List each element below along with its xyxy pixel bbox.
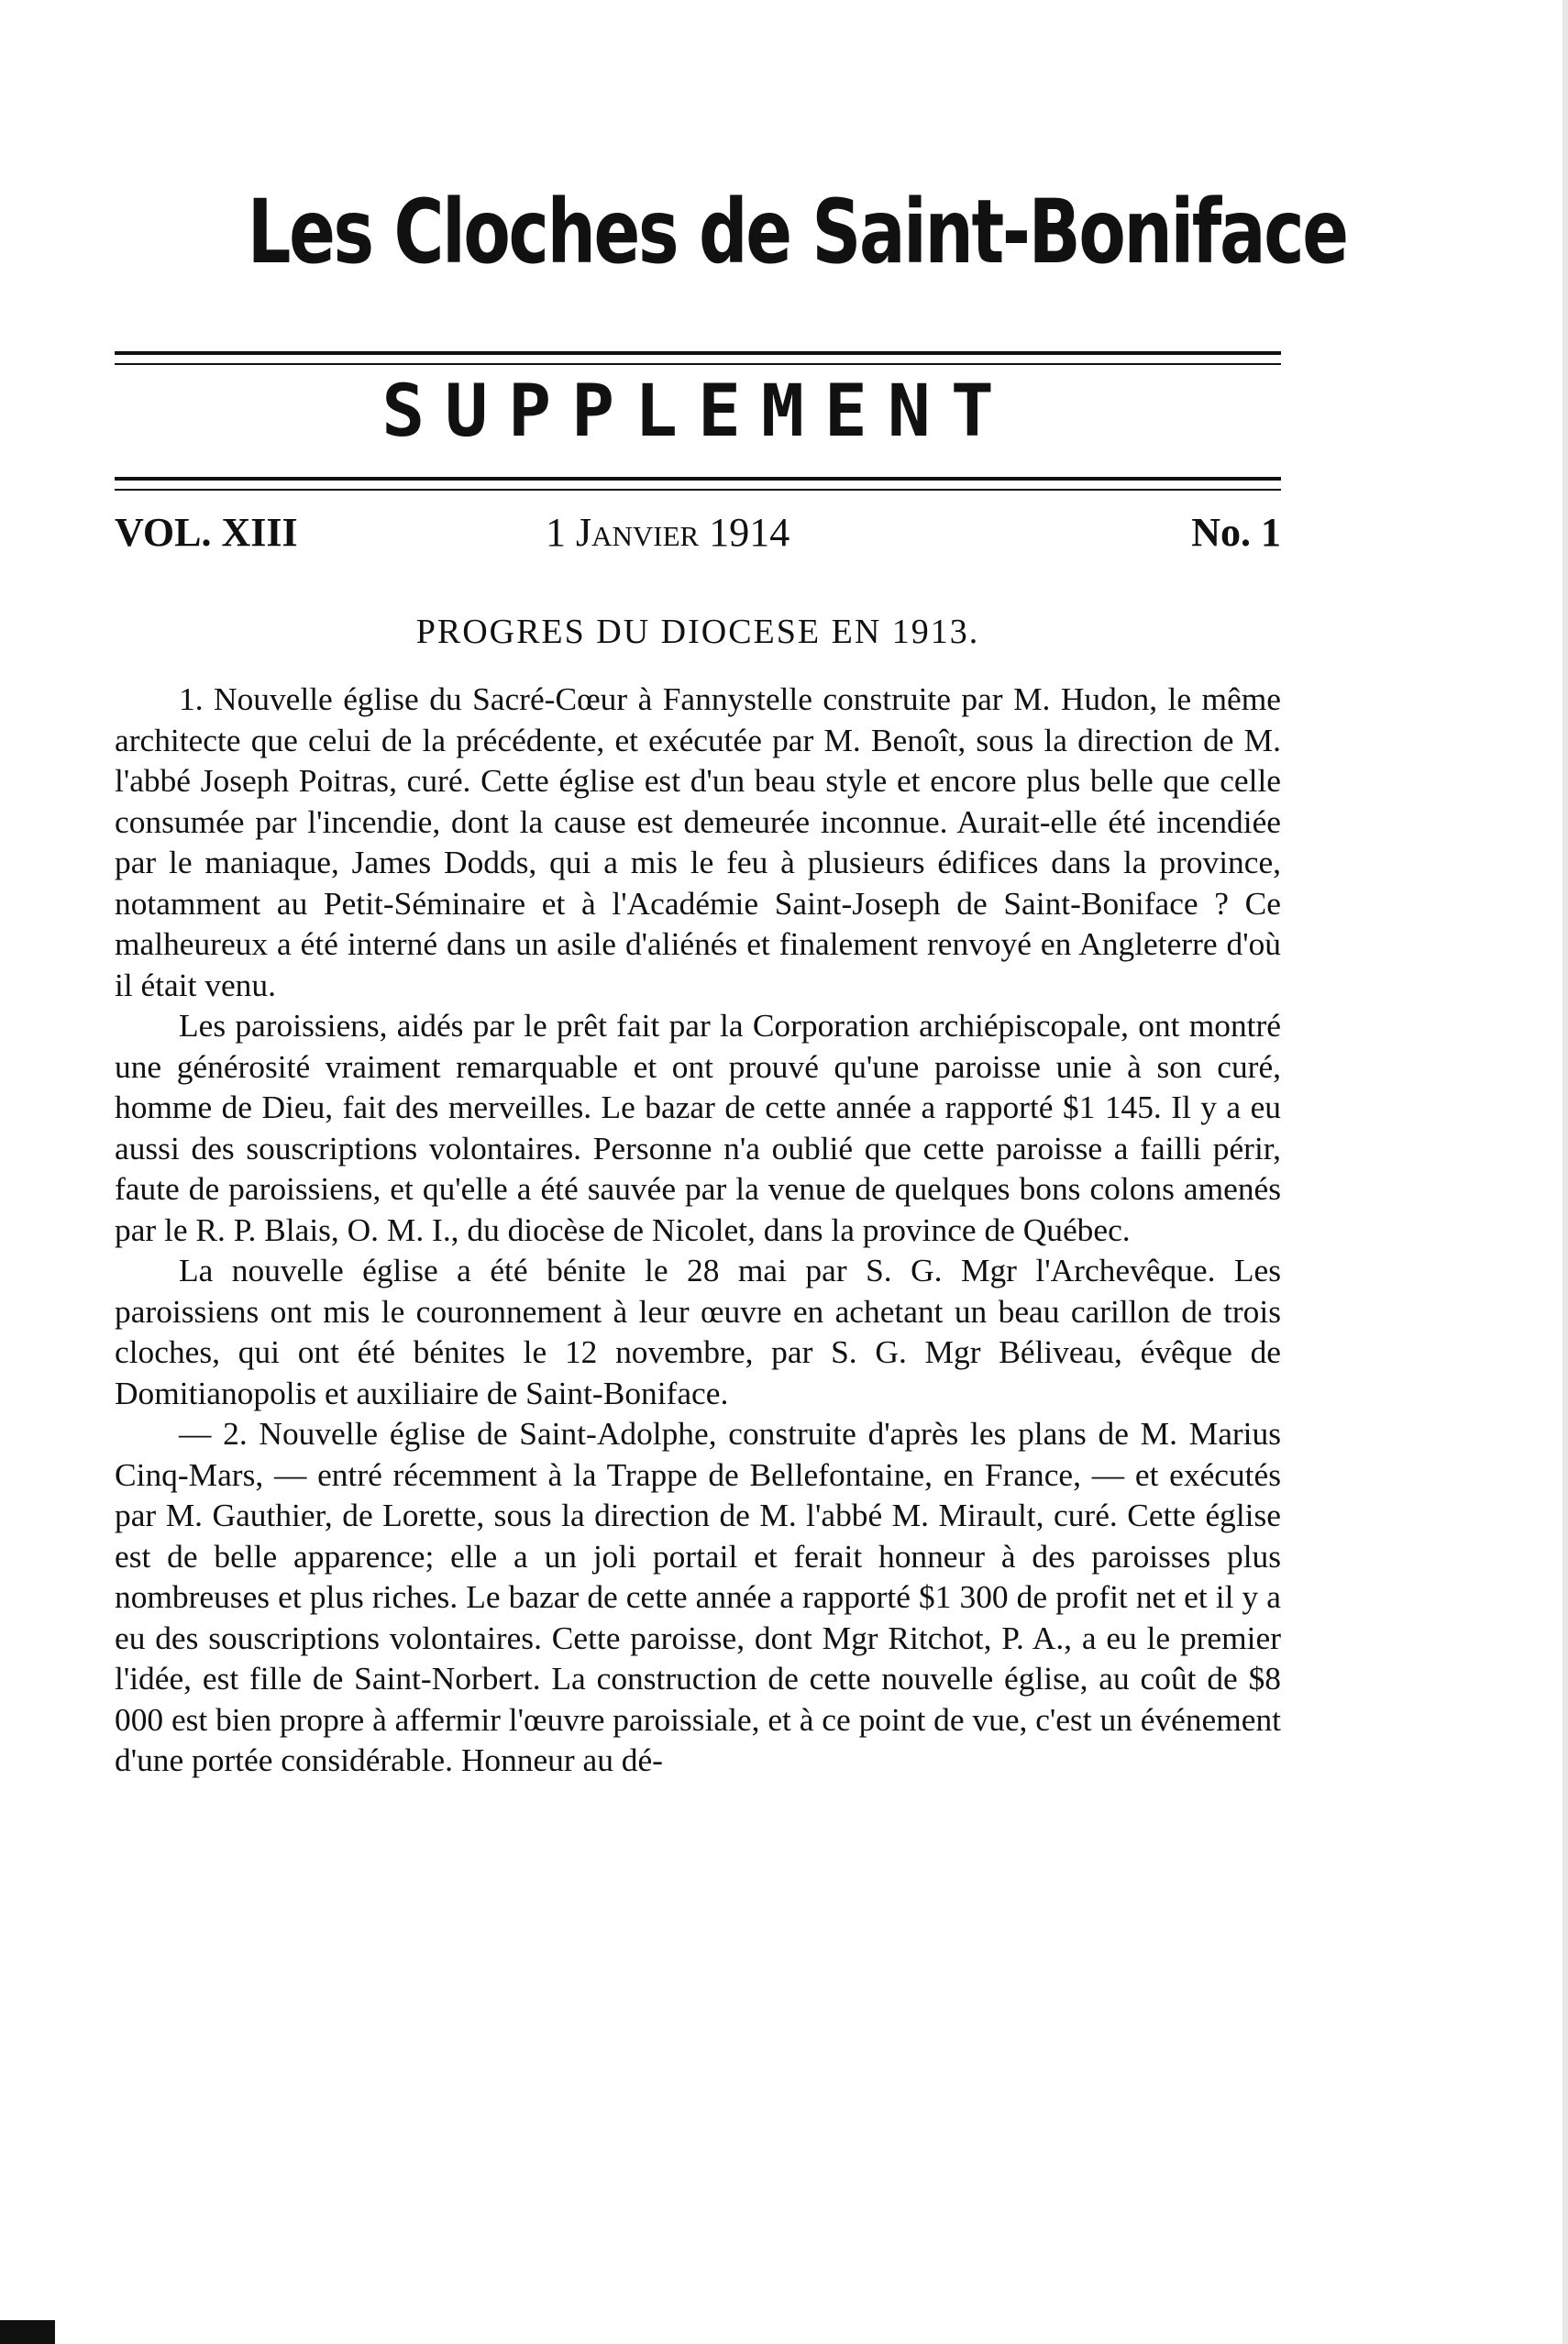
issue-number: No. 1 xyxy=(1191,510,1281,555)
issue-info-row xyxy=(115,509,1281,564)
scan-corner-mark xyxy=(0,2320,55,2344)
article-paragraph-3: La nouvelle église a été bénite le 28 mai par S. G. Mgr l'Archevêque. Les paroissiens ont mis le couronnement à leur œuvre en achetant un beau carillon de trois cloches, qui ont été bénites le 12 novembre, par S. G. Mgr Béliveau, évêque de Domitianopolis et auxiliaire de Saint-Boniface. xyxy=(115,1252,1281,1411)
issue-date: 1 Janvier 1914 xyxy=(546,510,790,555)
publication-title: Les Cloches de Saint-Boniface xyxy=(247,181,1347,283)
article-paragraph-2: Les paroissiens, aidés par le prêt fait par la Corporation archiépiscopale, ont montré une générosité vraiment remarquable et ont prouvé qu'une paroisse unie à son curé, homme de Dieu, fait des merveilles. Le bazar de cette année a rapporté $1 145. Il y a eu aussi des souscriptions volontaires. Personne n'a oublié que cette paroisse a failli périr, faute de paroissiens, et qu'elle a été sauvée par la venue de quelques bons colons amenés par le R. P. Blais, O. M. I., du diocèse de Nicolet, dans la province de Québec. xyxy=(115,1007,1281,1248)
masthead-rule-bottom xyxy=(115,477,1281,491)
supplement-label: SUPPLEMENT xyxy=(381,370,1014,453)
volume-label: VOL. XIII xyxy=(115,510,298,555)
article-title: PROGRES DU DIOCESE EN 1913. xyxy=(415,613,980,651)
article-paragraph-4: — 2. Nouvelle église de Saint-Adolphe, construite d'après les plans de M. Marius Cinq-Mars, — entré récemment à la Trappe de Bellefontaine, en France, — et exécutés par M. Gauthier, de Lorette, sous la direction de M. l'abbé M. Mirault, curé. Cette église est de belle apparence; elle a un joli portail et ferait honneur à des paroisses plus nombreuses et plus riches. Le bazar de cette année a rapporté $1 300 de profit net et il y a eu des souscriptions volontaires. Cette paroisse, dont Mgr Ritchot, P. A., a eu le premier l'idée, est fille de Saint-Norbert. La construction de cette nouvelle église, au coût de $8 000 est bien propre à affermir l'œuvre paroissiale, et à ce point de vue, c'est un événement d'une portée considérable. Honneur au dé- xyxy=(115,1415,1281,1778)
masthead-rule-top xyxy=(115,351,1281,365)
article-body xyxy=(115,679,1281,1781)
masthead xyxy=(119,181,1347,283)
scan-edge-shadow xyxy=(1562,0,1568,2344)
article-paragraph-1: 1. Nouvelle église du Sacré-Cœur à Fannystelle construite par M. Hudon, le même architecte que celui de la précédente, et exécutée par M. Benoît, sous la direction de M. l'abbé Joseph Poitras, curé. Cette église est d'un beau style et encore plus belle que celle consumée par l'incendie, dont la cause est demeurée inconnue. Aurait-elle été incendiée par le maniaque, James Dodds, qui a mis le feu à plusieurs édifices dans la province, notamment au Petit-Séminaire et à l'Académie Saint-Joseph de Saint-Boniface ? Ce malheureux a été interné dans un asile d'aliénés et finalement renvoyé en Angleterre d'où il était venu. xyxy=(115,680,1281,1003)
